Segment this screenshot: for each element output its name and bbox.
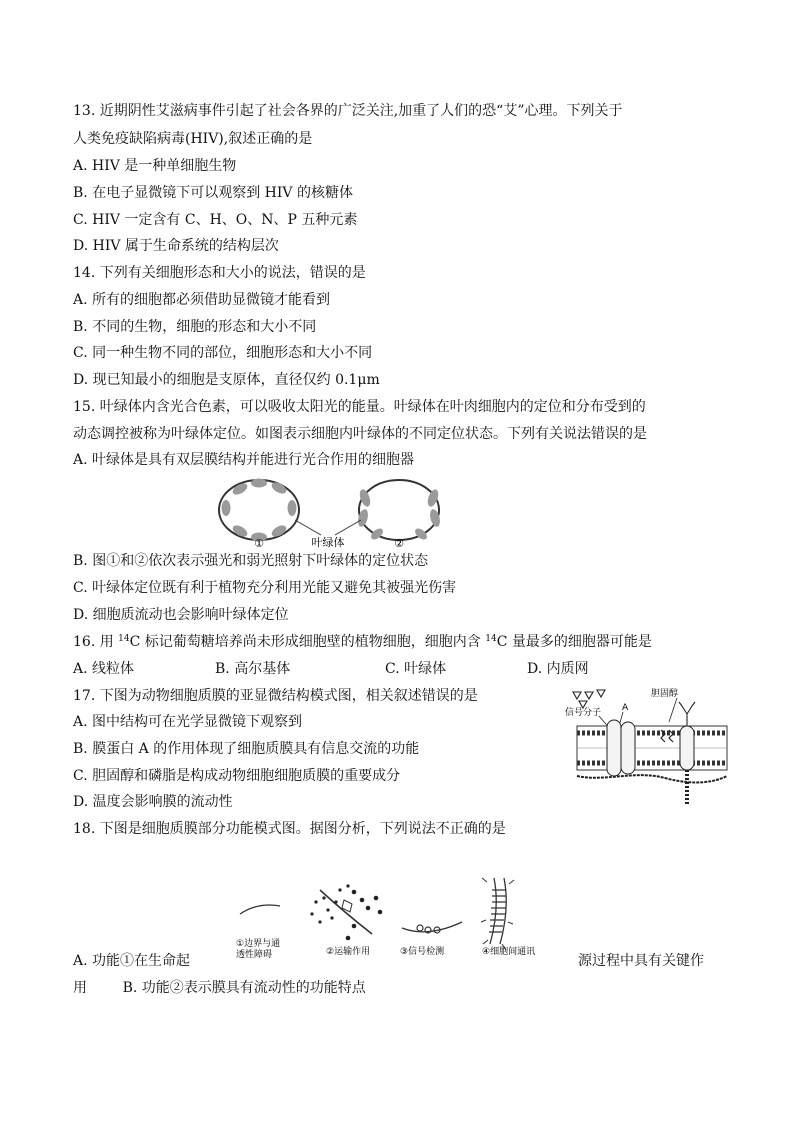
q14-option-a: A. 所有的细胞都必须借助显微镜才能看到 — [73, 292, 331, 308]
q15-option-d: D. 细胞质流动也会影响叶绿体定位 — [73, 607, 289, 623]
q14-stem: 14. 下列有关细胞形态和大小的说法，错误的是 — [73, 265, 366, 281]
transport-icon — [310, 884, 382, 940]
q17-option-b: B. 膜蛋白 A 的作用体现了细胞质膜具有信息交流的功能 — [73, 741, 420, 757]
q16-option-b: B. 高尔基体 — [215, 661, 291, 677]
pointer-line-1 — [295, 520, 321, 535]
q16-option-c: C. 叶绿体 — [385, 661, 447, 677]
q13-option-b: B. 在电子显微镜下可以观察到 HIV 的核糖体 — [73, 185, 353, 201]
cell-communication-icon — [481, 878, 514, 950]
function-4-label: ④细胞间通讯 — [482, 947, 536, 957]
cholesterol-label: 胆固醇 — [651, 689, 679, 699]
cell-2 — [356, 480, 441, 542]
q18-stem: 18. 下图是细胞质膜部分功能模式图。据图分析，下列说法不正确的是 — [73, 821, 506, 837]
function-3-label: ③信号检测 — [400, 947, 445, 957]
q17-option-c: C. 胆固醇和磷脂是构成动物细胞细胞质膜的重要成分 — [73, 768, 401, 784]
q18-option-a-start: A. 功能①在生命起 — [73, 953, 191, 969]
isotope-superscript-2: 14 — [485, 634, 497, 644]
q15-option-b: B. 图①和②依次表示强光和弱光照射下叶绿体的定位状态 — [73, 553, 429, 569]
q13-option-c: C. HIV 一定含有 C、H、O、N、P 五种元素 — [73, 212, 358, 228]
q16-stem-pre: 16. 用 — [73, 634, 119, 650]
q13-option-a: A. HIV 是一种单细胞生物 — [73, 158, 237, 174]
q13-option-d: D. HIV 属于生命系统的结构层次 — [73, 238, 279, 254]
figure-label-1: ① — [254, 537, 264, 550]
chloroplast-figure — [215, 474, 465, 550]
q13-stem-line1: 13. 近期阴性艾滋病事件引起了社会各界的广泛关注,加重了人们的恐“艾”心理。下列关于 — [73, 103, 623, 119]
q18-option-a-end: 源过程中具有关键作 — [578, 953, 704, 969]
signal-molecule-label: 信号分子 — [565, 708, 602, 718]
q16-options — [73, 659, 589, 679]
q17-option-a: A. 图中结构可在光学显微镜下观察到 — [73, 714, 303, 730]
q14-option-c: C. 同一种生物不同的部位，细胞形态和大小不同 — [73, 345, 373, 361]
q15-stem-line1: 15. 叶绿体内含光合色素，可以吸收太阳光的能量。叶绿体在叶肉细胞内的定位和分布受到的 — [73, 399, 646, 415]
membrane-figure — [565, 684, 735, 808]
q14-option-b: B. 不同的生物，细胞的形态和大小不同 — [73, 319, 317, 335]
figure-label-2: ② — [394, 537, 404, 550]
protein-a-icon — [607, 720, 635, 776]
cell-1 — [219, 479, 299, 542]
isotope-superscript-1: 14 — [118, 634, 130, 644]
signal-molecules-icon — [573, 690, 605, 708]
q16-stem-mid: C 标记葡萄糖培养尚未形成细胞壁的植物细胞，细胞内含 — [129, 634, 486, 650]
q17-stem: 17. 下图为动物细胞质膜的亚显微结构模式图，相关叙述错误的是 — [73, 688, 478, 704]
q15-stem-line2: 动态调控被称为叶绿体定位。如图表示细胞内叶绿体的不同定位状态。下列有关说法错误的是 — [73, 426, 647, 442]
q16-stem — [73, 632, 652, 652]
lipid-bilayer — [577, 726, 727, 770]
q13-stem-line2: 人类免疫缺陷病毒(HIV),叙述正确的是 — [73, 131, 313, 147]
q15-option-a: A. 叶绿体是具有双层膜结构并能进行光合作用的细胞器 — [73, 452, 415, 468]
signal-detection-icon — [402, 922, 462, 933]
protein-a-label: A — [622, 703, 629, 713]
function-2-label: ②运输作用 — [326, 947, 371, 957]
q17-option-d: D. 温度会影响膜的流动性 — [73, 794, 233, 810]
q16-option-d: D. 内质网 — [527, 661, 589, 677]
cytoskeleton-fiber — [577, 775, 727, 782]
figure-label-chloroplast: 叶绿体 — [311, 536, 345, 549]
q15-option-c: C. 叶绿体定位既有利于植物充分利用光能又避免其被强光伤害 — [73, 580, 457, 596]
membrane-functions-figure — [232, 872, 578, 964]
boundary-membrane-icon — [240, 905, 280, 914]
pointer-line-2 — [335, 520, 361, 535]
q14-option-d: D. 现已知最小的细胞是支原体，直径仅约 0.1μm — [73, 372, 380, 388]
q16-stem-post: C 量最多的细胞器可能是 — [496, 634, 652, 650]
q16-option-a: A. 线粒体 — [73, 661, 135, 677]
cholesterol-pointer — [669, 698, 677, 722]
function-1-label-line1: ①边界与通 — [236, 939, 281, 949]
q18-line2: 用 B. 功能②表示膜具有流动性的功能特点 — [73, 980, 366, 996]
glycoprotein-icon — [679, 702, 695, 804]
function-1-label-line2: 透性障碍 — [236, 950, 273, 960]
